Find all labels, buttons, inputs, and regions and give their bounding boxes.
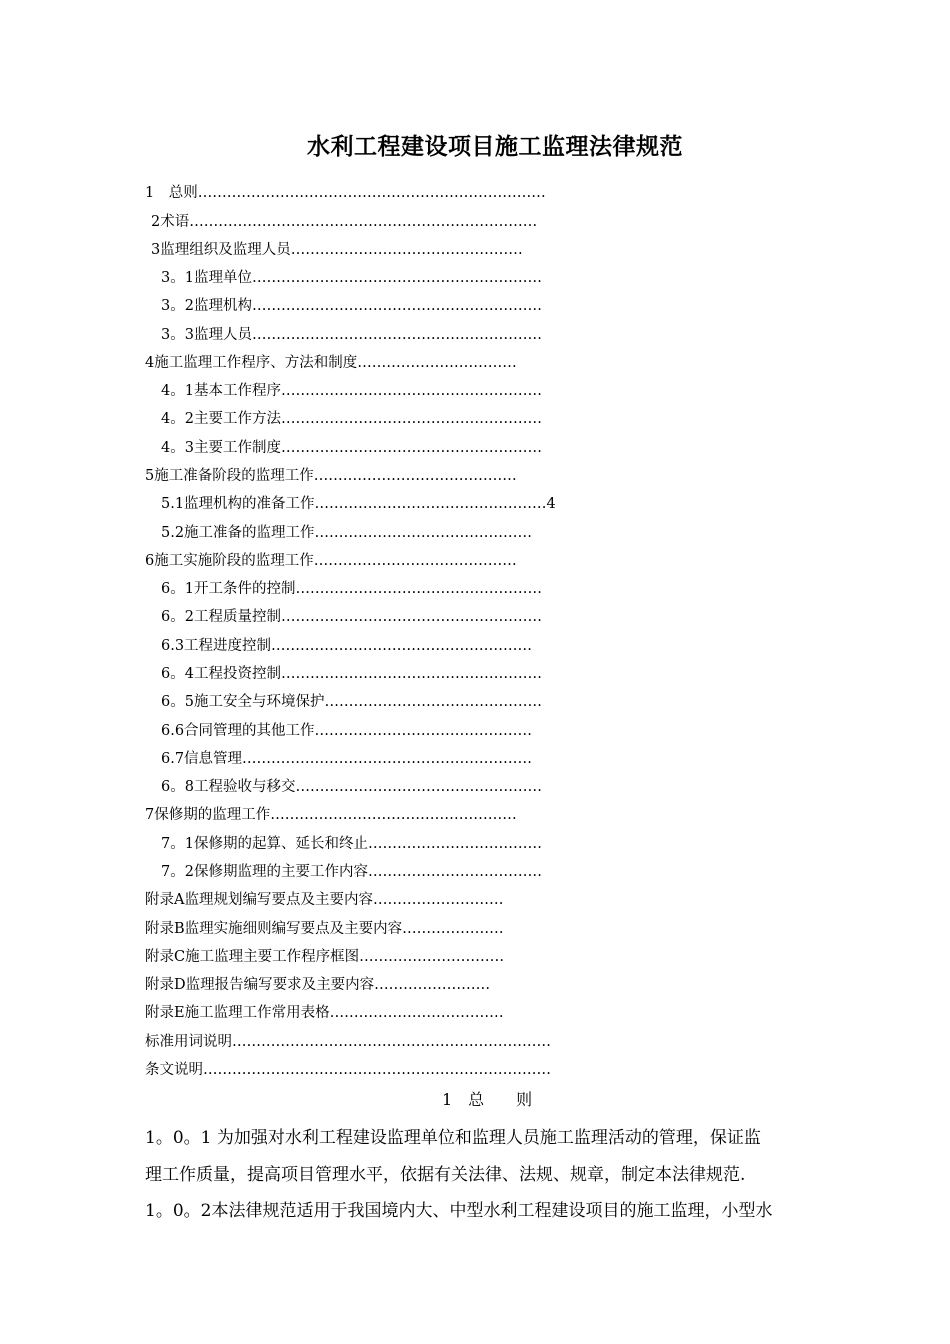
toc-entry[interactable]: 3。2监理机构…………………………………………………… (161, 298, 542, 314)
toc-entry[interactable]: 6。8工程验收与移交…………………………………………… (161, 779, 542, 795)
toc-entry[interactable]: 4。3主要工作制度……………………………………………… (161, 440, 542, 456)
toc-entry[interactable]: 3。1监理单位…………………………………………………… (161, 270, 542, 286)
toc-entry[interactable]: 附录A监理规划编写要点及主要内容……………………… (145, 892, 504, 908)
body-paragraph-line: 1。0。2本法律规范适用于我国境内大、中型水利工程建设项目的施工监理，小型水 (145, 1201, 773, 1221)
toc-entry[interactable]: 7。1保修期的起算、延长和终止……………………………… (161, 836, 542, 852)
toc-entry[interactable]: 6.6合同管理的其他工作……………………………………… (161, 723, 533, 739)
body-paragraph-line: 1。0。1 为加强对水利工程建设监理单位和监理人员施工监理活动的管理，保证监 (145, 1128, 761, 1148)
toc-entry[interactable]: 1 总则……………………………………………………………… (145, 185, 546, 201)
toc-entry[interactable]: 附录D监理报告编写要求及主要内容…………………… (145, 977, 491, 993)
toc-entry[interactable]: 附录E施工监理工作常用表格……………………………… (145, 1005, 504, 1021)
toc-entry[interactable]: 6施工实施阶段的监理工作…………………………………… (145, 553, 517, 569)
document-title: 水利工程建设项目施工监理法律规范 (307, 133, 683, 160)
toc-entry[interactable]: 4。1基本工作程序……………………………………………… (161, 383, 542, 399)
toc-entry[interactable]: 3。3监理人员…………………………………………………… (161, 327, 542, 343)
section-heading: 1 总 则 (442, 1090, 533, 1109)
body-paragraph-line: 理工作质量，提高项目管理水平，依据有关法律、法规、规章，制定本法律规范. (145, 1165, 746, 1185)
toc-entry[interactable]: 6.7信息管理…………………………………………………… (161, 751, 533, 767)
toc-entry[interactable]: 6。4工程投资控制……………………………………………… (161, 666, 542, 682)
toc-entry[interactable]: 6。5施工安全与环境保护……………………………………… (161, 694, 542, 710)
toc-entry[interactable]: 2术语……………………………………………………………… (151, 214, 538, 230)
toc-entry[interactable]: 3监理组织及监理人员………………………………………… (151, 242, 523, 258)
toc-entry[interactable]: 4施工监理工作程序、方法和制度…………………………… (145, 355, 517, 371)
toc-entry[interactable]: 7保修期的监理工作…………………………………………… (145, 807, 517, 823)
toc-entry[interactable]: 5.1监理机构的准备工作…………………………………………4 (161, 496, 556, 512)
toc-entry[interactable]: 5施工准备阶段的监理工作…………………………………… (145, 468, 517, 484)
toc-entry[interactable]: 6.3工程进度控制……………………………………………… (161, 638, 533, 654)
toc-entry[interactable]: 条文说明……………………………………………………………… (145, 1062, 551, 1078)
toc-entry[interactable]: 6。2工程质量控制……………………………………………… (161, 609, 542, 625)
toc-entry[interactable]: 附录B监理实施细则编写要点及主要内容………………… (145, 921, 504, 937)
toc-entry[interactable]: 6。1开工条件的控制…………………………………………… (161, 581, 542, 597)
toc-entry[interactable]: 7。2保修期监理的主要工作内容……………………………… (161, 864, 542, 880)
toc-entry[interactable]: 4。2主要工作方法……………………………………………… (161, 411, 542, 427)
toc-entry[interactable]: 标准用词说明………………………………………………………… (145, 1034, 551, 1050)
toc-entry[interactable]: 5.2施工准备的监理工作……………………………………… (161, 525, 533, 541)
toc-entry[interactable]: 附录C施工监理主要工作程序框图………………………… (145, 949, 505, 965)
